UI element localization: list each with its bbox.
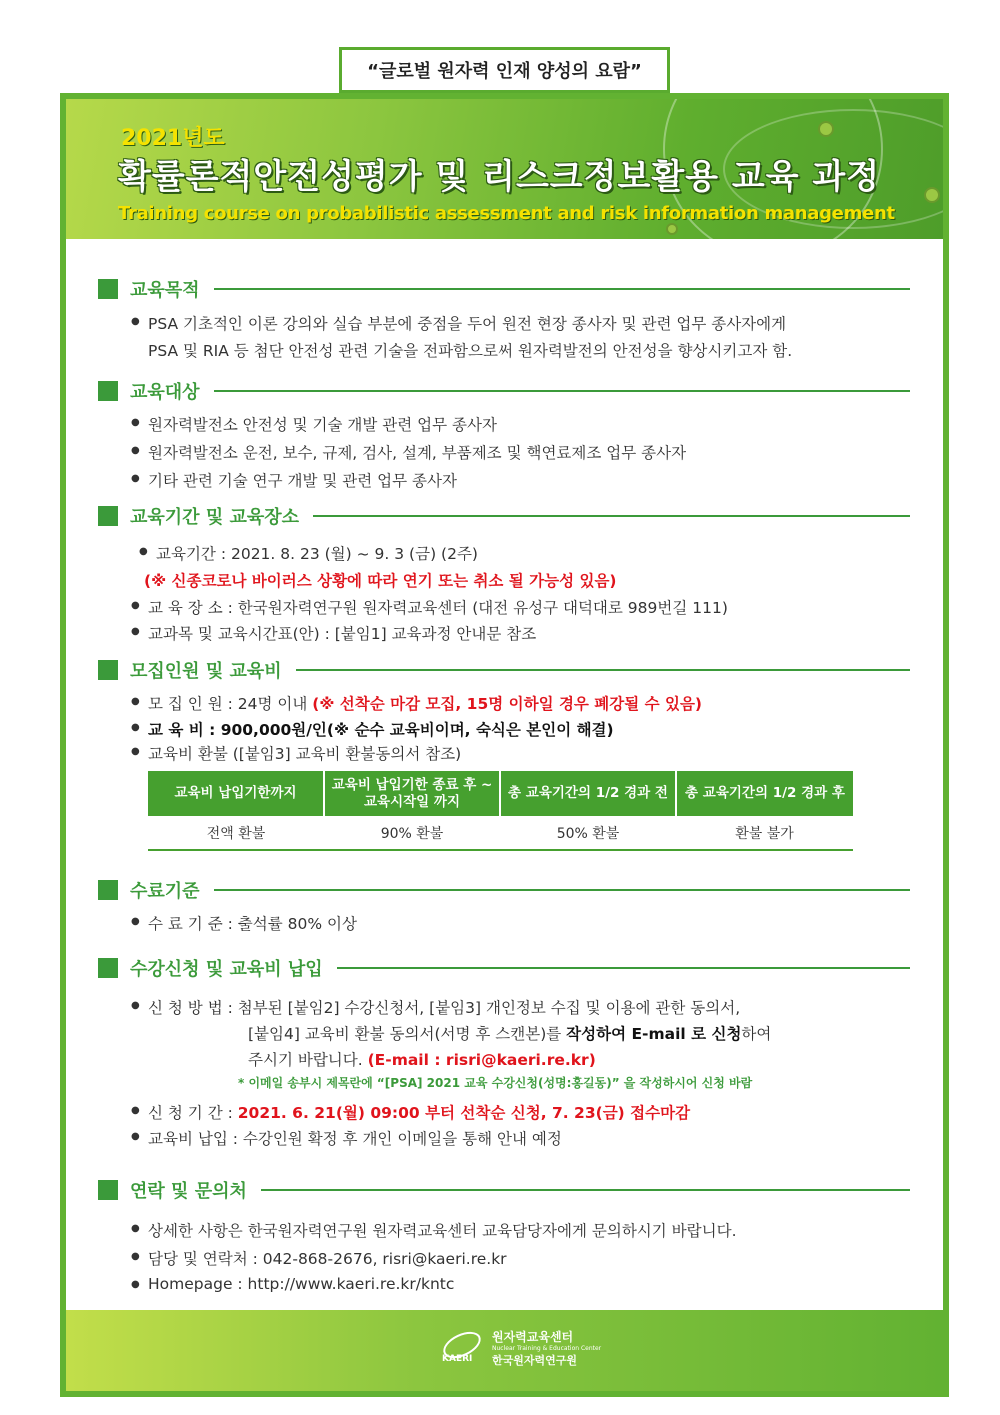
- section-divider: [296, 669, 910, 671]
- section-divider: [214, 889, 910, 891]
- atom-dot-icon: [924, 187, 940, 203]
- apply-method-text: [붙임4] 교육비 환불 동의서(서명 후 스캔본)를: [248, 1025, 567, 1043]
- fee-line: ● 교 육 비 : 900,000원/인(※ 순수 교육비이며, 숙식은 본인이 해결): [148, 718, 614, 740]
- section-heading: 모집인원 및 교육비: [130, 661, 282, 682]
- logo-word: KAERI: [442, 1354, 473, 1364]
- section-heading: 교육대상: [130, 382, 200, 403]
- section-target: [98, 379, 910, 403]
- section-marker-icon: [98, 660, 118, 680]
- section-divider: [313, 515, 910, 517]
- table-header-cell: 총 교육기간의 1/2 경과 전: [500, 771, 676, 816]
- course-title-english: Training course on probabilistic assessment and risk information management: [118, 203, 895, 224]
- apply-method-emphasis: 작성하여 E-mail 로 신청: [566, 1025, 742, 1043]
- section-divider: [337, 967, 910, 969]
- center-name: 원자력교육센터: [492, 1330, 574, 1344]
- section-heading: 수료기준: [130, 881, 200, 902]
- table-cell: 전액 환불: [148, 816, 324, 850]
- section-divider: [214, 288, 910, 290]
- period-line: ● 교육기간 : 2021. 8. 23 (월) ~ 9. 3 (금) (2주): [156, 542, 478, 564]
- apply-period-value: 2021. 6. 21(월) 09:00 부터 선착순 신청, 7. 23(금) 접수마감: [237, 1104, 691, 1122]
- kaeri-logo: [440, 1328, 601, 1368]
- section-recruit-fee: [98, 658, 910, 682]
- table-header-row: [148, 771, 853, 816]
- table-header-cell: 총 교육기간의 1/2 경과 후: [676, 771, 853, 816]
- section-heading: 연락 및 문의처: [130, 1181, 247, 1202]
- section-purpose: [98, 277, 910, 301]
- target-item: ● 원자력발전소 운전, 보수, 규제, 검사, 설계, 부품제조 및 핵연료제조 업무 종사자: [148, 441, 686, 463]
- apply-method-line-3: [248, 1048, 596, 1070]
- section-apply: [98, 956, 910, 980]
- target-item: ● 원자력발전소 안전성 및 기술 개발 관련 업무 종사자: [148, 413, 497, 435]
- apply-period-label: 신 청 기 간 :: [148, 1104, 238, 1122]
- recruit-count: [148, 692, 702, 714]
- payment-line: ● 교육비 납입 : 수강인원 확정 후 개인 이메일을 통해 안내 예정: [148, 1127, 562, 1149]
- apply-email: (E-mail : risri@kaeri.re.kr): [367, 1051, 596, 1069]
- section-heading: 교육목적: [130, 280, 200, 301]
- schedule-line: ● 교과목 및 교육시간표(안) : [붙임1] 교육과정 안내문 참조: [148, 622, 536, 644]
- poster-frame: [60, 93, 949, 1397]
- apply-method-text: 주시기 바랍니다.: [248, 1051, 368, 1069]
- refund-table: [148, 771, 853, 851]
- table-cell: 90% 환불: [324, 816, 500, 850]
- section-contact: [98, 1178, 910, 1202]
- atom-dot-icon: [818, 121, 834, 137]
- course-year: 2021년도: [121, 126, 225, 151]
- footer-bar: [66, 1310, 943, 1391]
- place-line: ● 교 육 장 소 : 한국원자력연구원 원자력교육센터 (대전 유성구 대덕대로 989번길 111): [148, 596, 728, 618]
- section-marker-icon: [98, 1180, 118, 1200]
- section-marker-icon: [98, 880, 118, 900]
- apply-period: [148, 1101, 690, 1123]
- table-cell: 50% 환불: [500, 816, 676, 850]
- slogan-box: “글로벌 원자력 인재 양성의 요람”: [339, 47, 670, 93]
- section-heading: 교육기간 및 교육장소: [130, 507, 300, 528]
- refund-line: ● 교육비 환불 ([붙임3] 교육비 환불동의서 참조): [148, 742, 461, 764]
- target-item: ● 기타 관련 기술 연구 개발 및 관련 업무 종사자: [148, 469, 457, 491]
- apply-note: * 이메일 송부시 제목란에 “[PSA] 2021 교육 수강신청(성명:홍길동)” 을 작성하시어 신청 바람: [238, 1076, 753, 1090]
- section-divider: [214, 390, 910, 392]
- section-marker-icon: [98, 506, 118, 526]
- purpose-line-2: PSA 및 RIA 등 첨단 안전성 관련 기술을 전파함으로써 원자력발전의 안전성을 향상시키고자 함.: [148, 342, 793, 360]
- completion-line: ● 수 료 기 준 : 출석률 80% 이상: [148, 912, 357, 934]
- covid-notice: (※ 신종코로나 바이러스 상황에 따라 연기 또는 취소 될 가능성 있음): [144, 572, 617, 590]
- course-title: 확률론적안전성평가 및 리스크정보활용 교육 과정: [118, 157, 881, 197]
- table-header-cell: 교육비 납입기한까지: [148, 771, 324, 816]
- section-heading: 수강신청 및 교육비 납입: [130, 959, 323, 980]
- section-period-place: [98, 504, 910, 528]
- logo-text: [492, 1328, 601, 1368]
- section-marker-icon: [98, 381, 118, 401]
- contact-item: ● 담당 및 연락처 : 042-868-2676, risri@kaeri.re.kr: [148, 1247, 507, 1269]
- contact-item: ● 상세한 사항은 한국원자력연구원 원자력교육센터 교육담당자에게 문의하시기 바랍니다.: [148, 1219, 737, 1241]
- table-header-cell: 교육비 납입기한 종료 후 ~ 교육시작일 까지: [324, 771, 500, 816]
- table-row: [148, 816, 853, 850]
- section-divider: [261, 1189, 910, 1191]
- table-cell: 환불 불가: [676, 816, 853, 850]
- apply-method-line-1: ● 신 청 방 법 : 첨부된 [붙임2] 수강신청서, [붙임3] 개인정보 수집 및 이용에 관한 동의서,: [148, 996, 740, 1018]
- title-banner: [66, 99, 943, 239]
- recruit-count-note: (※ 선착순 마감 모집, 15명 이하일 경우 폐강될 수 있음): [312, 695, 702, 713]
- purpose-line-1: ● PSA 기초적인 이론 강의와 실습 부분에 중점을 두어 원전 현장 종사자 및 관련 업무 종사자에게: [148, 312, 786, 334]
- org-name: 한국원자력연구원: [492, 1354, 578, 1367]
- section-completion: [98, 878, 910, 902]
- section-marker-icon: [98, 279, 118, 299]
- atom-logo-icon: [440, 1328, 486, 1368]
- contact-item: ● Homepage : http://www.kaeri.re.kr/kntc: [148, 1275, 454, 1293]
- apply-method-line-2: [248, 1022, 771, 1044]
- recruit-count-label: 모 집 인 원 : 24명 이내: [148, 695, 313, 713]
- center-name-english: Nuclear Training & Education Center: [492, 1345, 602, 1352]
- apply-method-text: 하여: [741, 1025, 772, 1043]
- section-marker-icon: [98, 958, 118, 978]
- atom-dot-icon: [666, 223, 678, 235]
